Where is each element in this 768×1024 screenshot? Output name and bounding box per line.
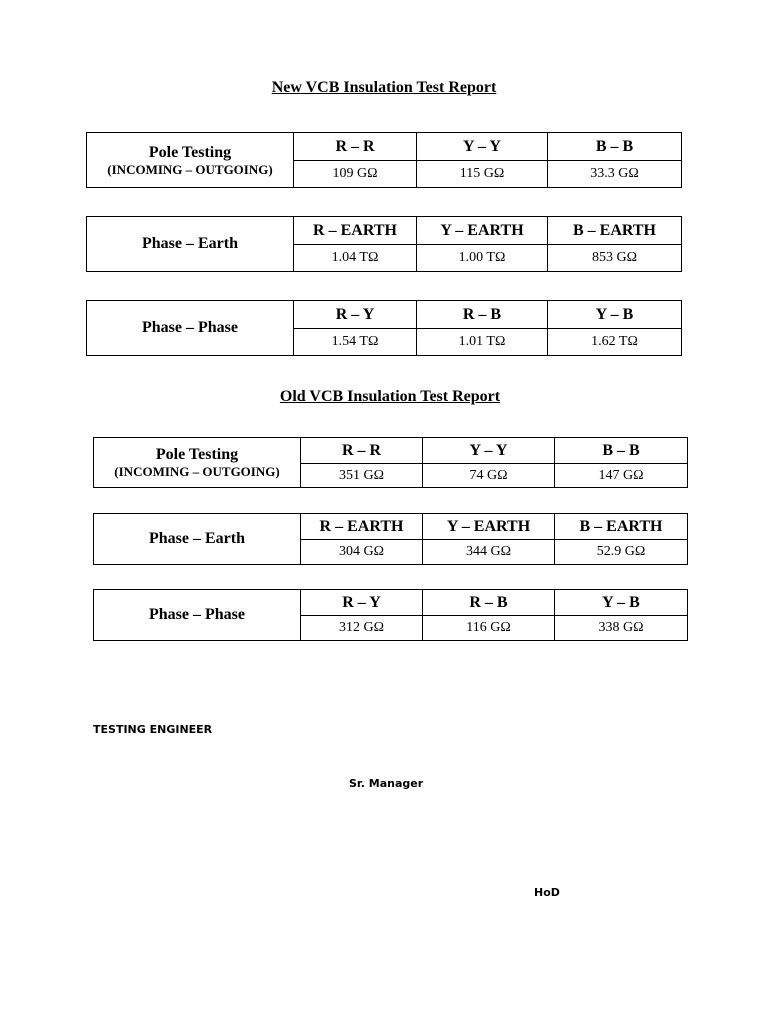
table-value-cell: 1.62 TΩ: [548, 329, 682, 356]
table-value-cell: 1.54 TΩ: [294, 329, 417, 356]
phase-earth-label: Phase – Earth: [94, 514, 301, 565]
pole-testing-label: [94, 438, 301, 488]
new-phase-phase-table: [86, 300, 682, 356]
pole-testing-title: Pole Testing: [155, 446, 239, 463]
table-value-cell: 1.04 TΩ: [294, 245, 417, 272]
table-value-cell: 351 GΩ: [301, 464, 423, 488]
pole-testing-sublabel: (INCOMING – OUTGOING): [107, 161, 273, 177]
hod-signature: HoD: [534, 886, 560, 899]
table-header-cell: Y – Y: [417, 133, 548, 161]
table-value-cell: 33.3 GΩ: [548, 161, 682, 188]
table-header-cell: R – Y: [301, 590, 423, 616]
table-header-cell: R – Y: [294, 301, 417, 329]
phase-phase-label: Phase – Phase: [94, 590, 301, 641]
old-report-title: Old VCB Insulation Test Report: [279, 388, 501, 405]
phase-earth-label: Phase – Earth: [87, 217, 294, 272]
table-header-cell: Y – B: [548, 301, 682, 329]
table-header-cell: R – EARTH: [294, 217, 417, 245]
new-phase-earth-table: [86, 216, 682, 272]
pole-testing-label: [87, 133, 294, 188]
table-header-cell: R – R: [294, 133, 417, 161]
table-value-cell: 344 GΩ: [423, 540, 555, 565]
testing-engineer-signature: TESTING ENGINEER: [93, 723, 213, 736]
table-header-cell: R – R: [301, 438, 423, 464]
table-value-cell: 116 GΩ: [423, 616, 555, 641]
table-value-cell: 109 GΩ: [294, 161, 417, 188]
table-header-cell: Y – B: [555, 590, 688, 616]
table-header-cell: B – EARTH: [555, 514, 688, 540]
table-value-cell: 338 GΩ: [555, 616, 688, 641]
old-phase-phase-table: [93, 589, 688, 641]
sr-manager-signature: Sr. Manager: [349, 777, 424, 790]
old-phase-earth-table: [93, 513, 688, 565]
new-pole-testing-table: [86, 132, 682, 188]
table-header-cell: Y – Y: [423, 438, 555, 464]
table-value-cell: 147 GΩ: [555, 464, 688, 488]
pole-testing-sublabel: (INCOMING – OUTGOING): [114, 464, 280, 479]
old-pole-testing-table: [93, 437, 688, 488]
table-header-cell: B – B: [555, 438, 688, 464]
table-header-cell: R – B: [423, 590, 555, 616]
table-value-cell: 52.9 GΩ: [555, 540, 688, 565]
new-report-title: New VCB Insulation Test Report: [271, 79, 497, 96]
table-header-cell: B – EARTH: [548, 217, 682, 245]
table-header-cell: Y – EARTH: [423, 514, 555, 540]
table-header-cell: R – EARTH: [301, 514, 423, 540]
table-value-cell: 115 GΩ: [417, 161, 548, 188]
table-value-cell: 853 GΩ: [548, 245, 682, 272]
table-value-cell: 304 GΩ: [301, 540, 423, 565]
table-value-cell: 312 GΩ: [301, 616, 423, 641]
phase-phase-label: Phase – Phase: [87, 301, 294, 356]
table-value-cell: 74 GΩ: [423, 464, 555, 488]
table-value-cell: 1.01 TΩ: [417, 329, 548, 356]
table-value-cell: 1.00 TΩ: [417, 245, 548, 272]
table-header-cell: Y – EARTH: [417, 217, 548, 245]
pole-testing-title: Pole Testing: [148, 143, 232, 161]
table-header-cell: R – B: [417, 301, 548, 329]
table-header-cell: B – B: [548, 133, 682, 161]
